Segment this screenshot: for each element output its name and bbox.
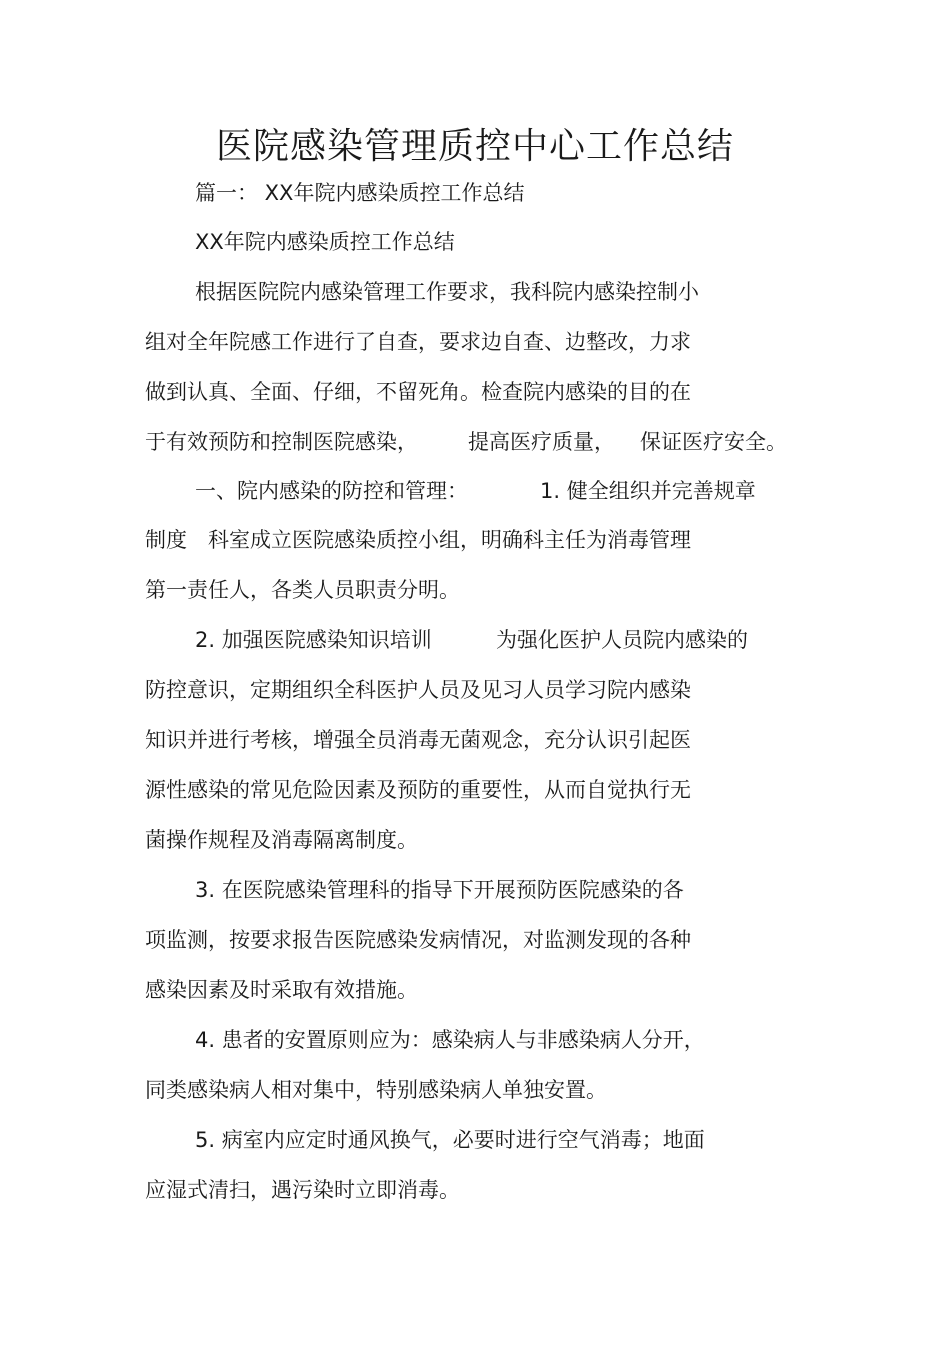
paragraph-line: 根据医院院内感染管理工作要求，我科院内感染控制小 — [195, 280, 699, 304]
paragraph-line: 于有效预防和控制医院感染， — [145, 430, 418, 454]
list-item-heading: 制度 — [145, 528, 187, 552]
paragraph-line: 组对全年院感工作进行了自查，要求边自查、边整改，力求 — [145, 330, 691, 354]
list-item: 5. 病室内应定时通风换气，必要时进行空气消毒；地面 — [195, 1128, 705, 1152]
paragraph-line: 同类感染病人相对集中，特别感染病人单独安置。 — [145, 1078, 607, 1102]
paragraph-line: 感染因素及时采取有效措施。 — [145, 978, 418, 1002]
list-item: 3. 在医院感染管理科的指导下开展预防医院感染的各 — [195, 878, 684, 902]
paragraph-line: 知识并进行考核，增强全员消毒无菌观念，充分认识引起医 — [145, 728, 691, 752]
paragraph-line: 提高医疗质量， — [468, 430, 615, 454]
paragraph-line: 为强化医护人员院内感染的 — [496, 628, 748, 652]
section-heading: 一、院内感染的防控和管理： — [195, 479, 468, 503]
paragraph-line: 科室成立医院感染质控小组，明确科主任为消毒管理 — [208, 528, 691, 552]
document-title: 医院感染管理质控中心工作总结 — [215, 126, 734, 167]
paragraph-line: 源性感染的常见危险因素及预防的重要性，从而自觉执行无 — [145, 778, 691, 802]
paragraph-line: 防控意识，定期组织全科医护人员及见习人员学习院内感染 — [145, 678, 691, 702]
list-item: 4. 患者的安置原则应为：感染病人与非感染病人分开， — [195, 1028, 705, 1052]
paragraph-line: 菌操作规程及消毒隔离制度。 — [145, 828, 418, 852]
list-item-heading: 1. 健全组织并完善规章 — [540, 479, 756, 503]
section-heading: 篇一： XX年院内感染质控工作总结 — [195, 181, 525, 205]
paragraph-line: 应湿式清扫，遇污染时立即消毒。 — [145, 1178, 460, 1202]
paragraph-line: 保证医疗安全。 — [640, 430, 787, 454]
paragraph-line: 项监测，按要求报告医院感染发病情况，对监测发现的各种 — [145, 928, 691, 952]
subheading: XX年院内感染质控工作总结 — [195, 230, 455, 254]
paragraph-line: 第一责任人，各类人员职责分明。 — [145, 578, 460, 602]
paragraph-line: 做到认真、全面、仔细，不留死角。检查院内感染的目的在 — [145, 380, 691, 404]
list-item-heading: 2. 加强医院感染知识培训 — [195, 628, 432, 652]
